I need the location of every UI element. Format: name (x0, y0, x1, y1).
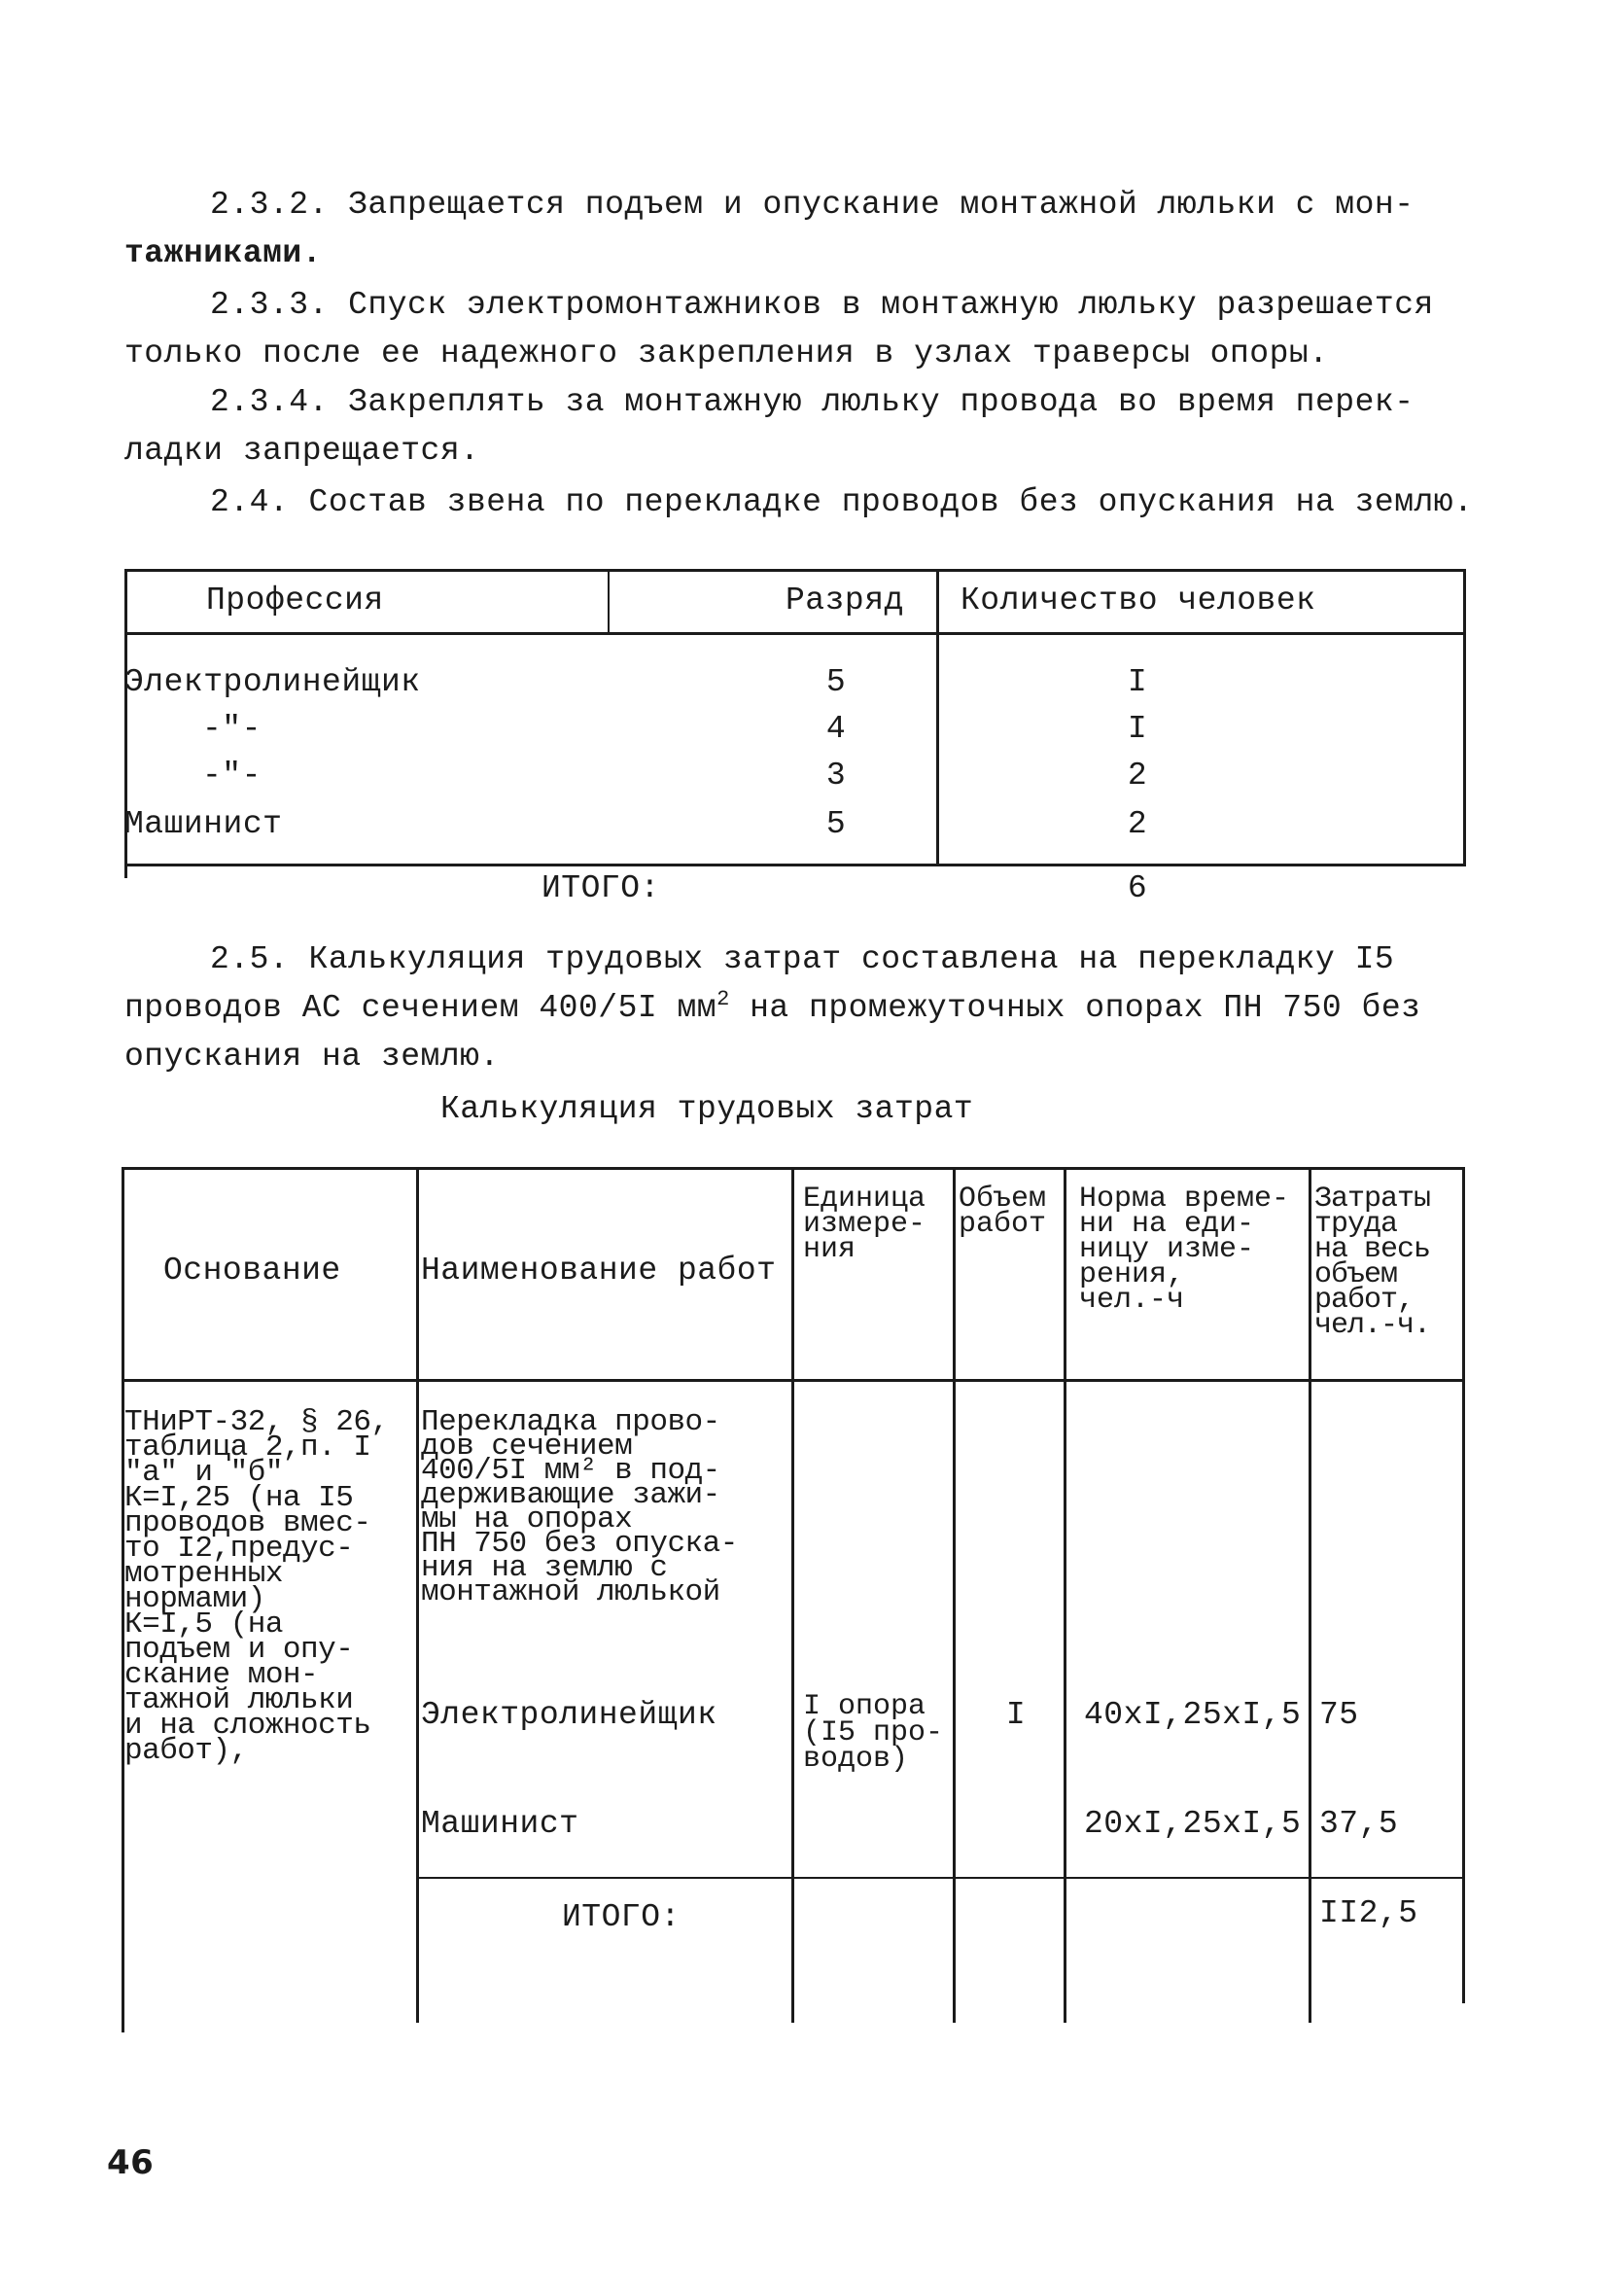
paragraph-2-3-2-line-1: 2.3.2. Запрещается подъем и опускание монтажной люльки с мон- (210, 187, 1415, 223)
crew-header-profession: Профессия (206, 583, 384, 618)
labor-total-label: ИТОГО: (562, 1899, 681, 1935)
page-number: 46 (107, 2143, 155, 2182)
labor-work-description: Перекладка прово- дов сечением 400/5I мм² в под- держивающие зажи- мы на опорах ПН 750 без опуска- ния на землю с монтажной люлькой (421, 1405, 738, 1609)
crew-row-4-profession: Машинист (124, 806, 283, 842)
paragraph-2-3-4-line-2: ладки запрещается. (124, 433, 480, 469)
paragraph-2-3-3-line-2: только после ее надежного закрепления в узлах траверсы опоры. (124, 336, 1329, 371)
superscript-2: 2 (716, 987, 730, 1011)
crew-row-4-count: 2 (1127, 806, 1148, 842)
labor-header-norm: Норма време- ни на еди- ницу изме- рения, чел.-ч (1079, 1183, 1290, 1317)
crew-row-1-profession: Электролинейщик (124, 664, 421, 700)
crew-row-2-grade: 4 (825, 711, 847, 747)
crew-row-3-profession: -"- (202, 758, 262, 794)
labor-row-1-volume: I (1005, 1697, 1027, 1733)
crew-row-1-grade: 5 (825, 664, 847, 700)
labor-row-1-work: Электролинейщик (421, 1697, 717, 1733)
labor-row-1-norm: 40хI,25хI,5 (1084, 1697, 1302, 1733)
crew-row-2-profession: -"- (202, 711, 262, 747)
crew-total-value: 6 (1127, 870, 1148, 906)
paragraph-2-5-line-2b: на промежуточных опорах ПН 750 без (729, 990, 1421, 1026)
paragraph-2-5-line-2a: проводов АС сечением 400/5I мм (124, 990, 717, 1026)
paragraph-2-3-3-line-1: 2.3.3. Спуск электромонтажников в монтажную люльку разрешается (210, 287, 1434, 323)
crew-header-grade: Разряд (786, 583, 904, 618)
labor-header-volume: Объем работ (959, 1183, 1047, 1241)
labor-header-cost: Затраты труда на весь объем работ, чел.-ч. (1314, 1183, 1431, 1342)
labor-header-work-name: Наименование работ (421, 1253, 777, 1289)
labor-header-unit: Единица измере- ния (803, 1183, 926, 1266)
labor-basis-text: ТНиРТ-32, § 26, таблица 2,п. I "а" и "б" К=I,25 (на I5 проводов вмес- то I2,предус- мотренных нормами) К=I,5 (на подъем и опу- скание мон- тажной люльки и на сложность работ), (124, 1405, 389, 1768)
crew-row-1-count: I (1127, 664, 1148, 700)
labor-row-2-work: Машинист (421, 1806, 579, 1842)
labor-total-value: II2,5 (1319, 1895, 1418, 1931)
crew-row-3-count: 2 (1127, 758, 1148, 794)
crew-row-3-grade: 3 (825, 758, 847, 794)
crew-row-4-grade: 5 (825, 806, 847, 842)
paragraph-2-4: 2.4. Состав звена по перекладке проводов без опускания на землю. (210, 484, 1474, 520)
crew-total-label: ИТОГО: (541, 870, 660, 906)
labor-row-2-norm: 20хI,25хI,5 (1084, 1806, 1302, 1842)
labor-header-basis: Основание (163, 1253, 341, 1289)
labor-row-1-unit: I опора (I5 про- водов) (803, 1690, 944, 1776)
crew-row-2-count: I (1127, 711, 1148, 747)
labor-table-caption: Калькуляция трудовых затрат (440, 1091, 974, 1127)
paragraph-2-3-2-line-2: тажниками. (124, 235, 323, 271)
paragraph-2-3-4-line-1: 2.3.4. Закреплять за монтажную люльку провода во время перек- (210, 384, 1415, 420)
labor-row-1-cost: 75 (1319, 1697, 1359, 1733)
paragraph-2-5-line-2 (124, 985, 1485, 1032)
paragraph-2-5-line-1: 2.5. Калькуляция трудовых затрат составлена на перекладку I5 (210, 941, 1395, 977)
labor-row-2-cost: 37,5 (1319, 1806, 1399, 1842)
paragraph-2-5-line-3: опускания на землю. (124, 1039, 500, 1075)
crew-header-count: Количество человек (961, 583, 1316, 618)
